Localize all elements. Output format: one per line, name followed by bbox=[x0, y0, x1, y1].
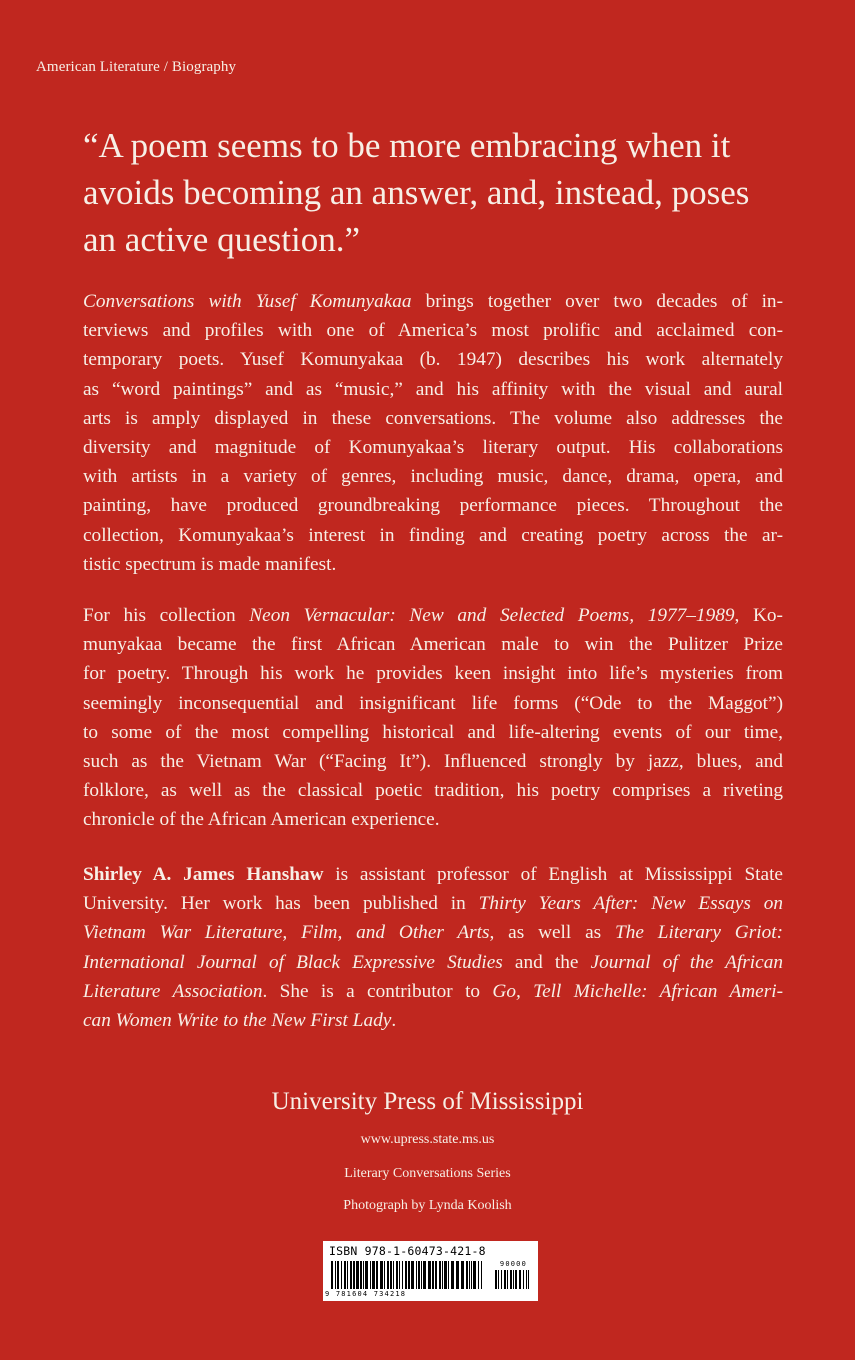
barcode-bar bbox=[390, 1261, 392, 1289]
quote-line: an active question.” bbox=[83, 220, 360, 259]
addon-bar bbox=[526, 1270, 527, 1289]
author-bio: Shirley A. James Hanshaw is assistant professor of English at Mississippi State University. Her work has been published in Thirty Years After: New Essays on Vietnam War Literature, Film, and Other Arts, as well as The Literary Griot: International Journal of Black Expressive Studies and the Journal of the African Literature Association. She is a contributor to Go, Tell Michelle: African Ameri- can Women Write to the New First Lady. bbox=[83, 864, 783, 1032]
barcode-bar bbox=[466, 1261, 468, 1289]
barcode-bar bbox=[393, 1261, 394, 1289]
isbn-label: ISBN 978-1-60473-421-8 bbox=[329, 1244, 486, 1258]
photo-credit: Photograph by Lynda Koolish bbox=[343, 1198, 512, 1213]
addon-bar bbox=[498, 1270, 499, 1289]
series-name: Literary Conversations Series bbox=[344, 1166, 511, 1181]
barcode-bar bbox=[363, 1261, 364, 1289]
addon-digits: 90000 bbox=[499, 1260, 527, 1268]
addon-bar bbox=[504, 1270, 506, 1289]
barcode-bar bbox=[337, 1261, 339, 1289]
isbn-barcode bbox=[323, 1241, 538, 1301]
addon-bar bbox=[495, 1270, 497, 1289]
publisher-website: www.upress.state.ms.us bbox=[360, 1132, 495, 1147]
barcode-bar bbox=[344, 1261, 346, 1289]
barcode-bar bbox=[350, 1261, 352, 1289]
barcode-bar bbox=[451, 1261, 454, 1289]
barcode-bar bbox=[428, 1261, 431, 1289]
addon-bar bbox=[501, 1270, 502, 1289]
addon-bar bbox=[513, 1270, 514, 1289]
barcode-bar bbox=[478, 1261, 479, 1289]
addon-bar bbox=[510, 1270, 512, 1289]
barcode-bar bbox=[372, 1261, 375, 1289]
barcode-bar bbox=[405, 1261, 407, 1289]
barcode-bar bbox=[370, 1261, 371, 1289]
description-paragraph-2: For his collection Neon Vernacular: New and Selected Poems, 1977–1989, Ko- munyakaa became the first African American male to win the Pulitzer Prize for poetry. Through his work he provides keen insight into life’s mysteries from seemingly inconsequential and insignificant life forms (“Ode to the Maggot”) to some of the most compelling historical and life-altering events of our time, such as the Vietnam War (“Facing It”). Influenced strongly by jazz, blues, and folklore, as well as the classical poetic tradition, his poetry comprises a riveting chronicle of the African American experience. bbox=[83, 605, 783, 831]
barcode-bar bbox=[469, 1261, 470, 1289]
barcode-bar bbox=[456, 1261, 459, 1289]
barcode-bar bbox=[387, 1261, 389, 1289]
author-name: Shirley A. James Hanshaw bbox=[83, 864, 324, 885]
addon-bar bbox=[507, 1270, 508, 1289]
description-paragraph-1: Conversations with Yusef Komunyakaa brings together over two decades of in- terviews and profiles with one of America’s most prolific and acclaimed con- temporary poets. Yusef Komunyakaa (b. 1947) describes his work alternately as “word paintings” and as “music,” and his affinity with the visual and aural arts is amply displayed in these conversations. The volume also addresses the diversity and magnitude of Komunyakaa’s literary output. His collaborations with artists in a variety of genres, including music, dance, drama, opera, and painting, have produced groundbreaking performance pieces. Throughout the collection, Komunyakaa’s interest in finding and creating poetry across the ar- tistic spectrum is made manifest. bbox=[83, 291, 783, 575]
barcode-bar bbox=[423, 1261, 426, 1289]
barcode-bar bbox=[384, 1261, 385, 1289]
barcode-bar bbox=[432, 1261, 434, 1289]
barcode-bar bbox=[421, 1261, 422, 1289]
addon-bar bbox=[515, 1270, 517, 1289]
barcode-bar bbox=[396, 1261, 398, 1289]
addon-bar bbox=[519, 1270, 521, 1289]
barcode-bar bbox=[353, 1261, 355, 1289]
barcode-bar bbox=[365, 1261, 368, 1289]
barcode-bar bbox=[444, 1261, 447, 1289]
barcode-bar bbox=[471, 1261, 472, 1289]
barcode-bar bbox=[360, 1261, 362, 1289]
barcode-bar bbox=[442, 1261, 443, 1289]
barcode-bar bbox=[416, 1261, 417, 1289]
barcode-bar bbox=[399, 1261, 400, 1289]
quote-line: avoids becoming an answer, and, instead, poses bbox=[83, 173, 750, 212]
barcode-bar bbox=[402, 1261, 403, 1289]
book-title: Conversations with Yusef Komunyakaa bbox=[83, 291, 412, 312]
barcode-bar bbox=[331, 1261, 333, 1289]
barcode-bar bbox=[418, 1261, 420, 1289]
quote-line: “A poem seems to be more embracing when it bbox=[83, 126, 731, 165]
barcode-bar bbox=[341, 1261, 342, 1289]
barcode-digits bbox=[325, 1260, 533, 1298]
publisher-name: University Press of Mississippi bbox=[271, 1088, 584, 1115]
barcode-bar bbox=[481, 1261, 482, 1289]
barcode-bar bbox=[380, 1261, 383, 1289]
pull-quote bbox=[83, 122, 813, 263]
barcode-bar bbox=[448, 1261, 449, 1289]
barcode-bar bbox=[408, 1261, 410, 1289]
barcode-bar bbox=[356, 1261, 359, 1289]
barcode-bar bbox=[376, 1261, 378, 1289]
ean-digits: 9 781604 734218 bbox=[325, 1290, 407, 1298]
barcode-bar bbox=[439, 1261, 441, 1289]
barcode-bar bbox=[335, 1261, 336, 1289]
barcode-bar bbox=[473, 1261, 476, 1289]
barcode-bar bbox=[411, 1261, 414, 1289]
addon-bar bbox=[528, 1270, 529, 1289]
addon-bar bbox=[523, 1270, 524, 1289]
barcode-bar bbox=[435, 1261, 437, 1289]
barcode-bar bbox=[461, 1261, 464, 1289]
category-label: American Literature / Biography bbox=[36, 59, 237, 75]
barcode-bar bbox=[347, 1261, 348, 1289]
